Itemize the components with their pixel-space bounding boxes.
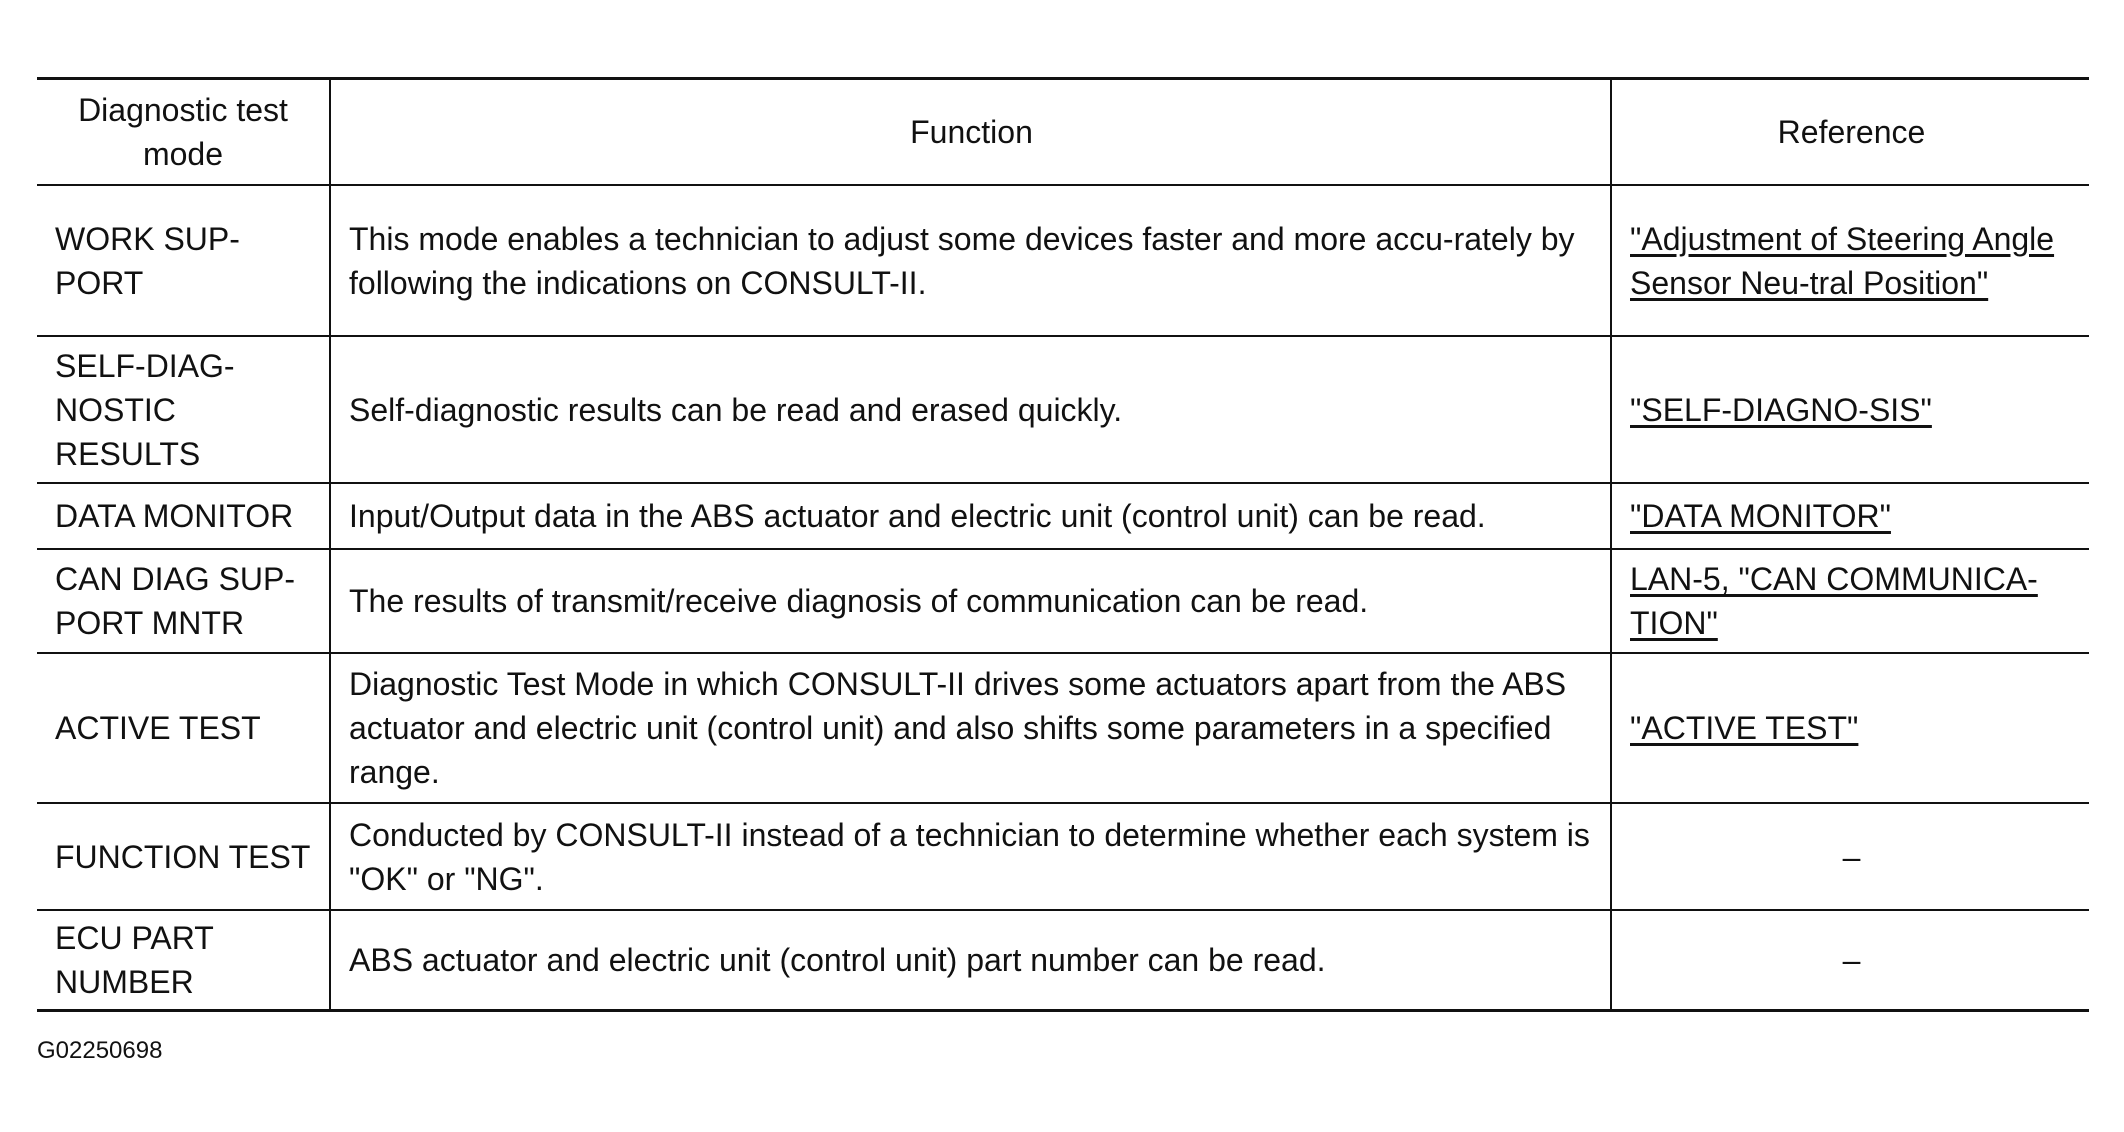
mode-cell: DATA MONITOR [37, 483, 330, 549]
function-cell: Diagnostic Test Mode in which CONSULT-II drives some actuators apart from the ABS actuator and electric unit (control unit) and also shifts some parameters in a specified range. [330, 653, 1611, 803]
reference-link[interactable]: "Adjustment of Steering Angle Sensor Neu-tral Position" [1630, 220, 2055, 301]
diagnostic-mode-table [37, 77, 2089, 1012]
table-row [37, 483, 2089, 549]
mode-cell: FUNCTION TEST [37, 803, 330, 910]
table-header [37, 79, 2089, 186]
table-row [37, 653, 2089, 803]
header-function: Function [330, 79, 1611, 186]
mode-cell: ACTIVE TEST [37, 653, 330, 803]
reference-cell: – [1611, 803, 2089, 910]
reference-link[interactable]: LAN-5, "CAN COMMUNICA-TION" [1630, 561, 2038, 641]
table-row [37, 549, 2089, 653]
mode-cell: CAN DIAG SUP-PORT MNTR [37, 549, 330, 653]
table-row [37, 336, 2089, 483]
reference-cell [1611, 549, 2089, 653]
mode-cell: ECU PART NUMBER [55, 919, 214, 1000]
mode-cell: SELF-DIAG-NOSTIC RESULTS [37, 336, 330, 483]
figure-id: G02250698 [37, 1037, 163, 1064]
function-cell: Input/Output data in the ABS actuator and electric unit (control unit) can be read. [330, 483, 1611, 549]
table-row [37, 803, 2089, 910]
reference-link[interactable]: "ACTIVE TEST" [1630, 710, 1859, 746]
function-cell: The results of transmit/receive diagnosis of communication can be read. [330, 549, 1611, 653]
table-row [37, 185, 2089, 336]
reference-cell [1611, 653, 2089, 803]
reference-cell: – [1611, 910, 2089, 1010]
reference-link[interactable]: "SELF-DIAGNO-SIS" [1630, 391, 1932, 428]
reference-link[interactable]: "DATA MONITOR" [1630, 498, 1891, 534]
header-row [37, 79, 2089, 186]
reference-cell [1611, 483, 2089, 549]
mode-cell: WORK SUP-PORT [37, 185, 330, 336]
table-row [37, 910, 2089, 1010]
reference-cell [1611, 336, 2089, 483]
function-cell: This mode enables a technician to adjust some devices faster and more accu-rately by following the indications on CONSULT-II. [330, 185, 1611, 336]
header-mode: Diagnostic test mode [37, 79, 330, 186]
header-reference: Reference [1611, 79, 2089, 186]
reference-cell [1611, 185, 2089, 336]
function-cell: Self-diagnostic results can be read and erased quickly. [330, 336, 1611, 483]
function-cell: ABS actuator and electric unit (control unit) part number can be read. [330, 910, 1611, 1010]
function-cell: Conducted by CONSULT-II instead of a technician to determine whether each system is "OK" or "NG". [330, 803, 1611, 910]
